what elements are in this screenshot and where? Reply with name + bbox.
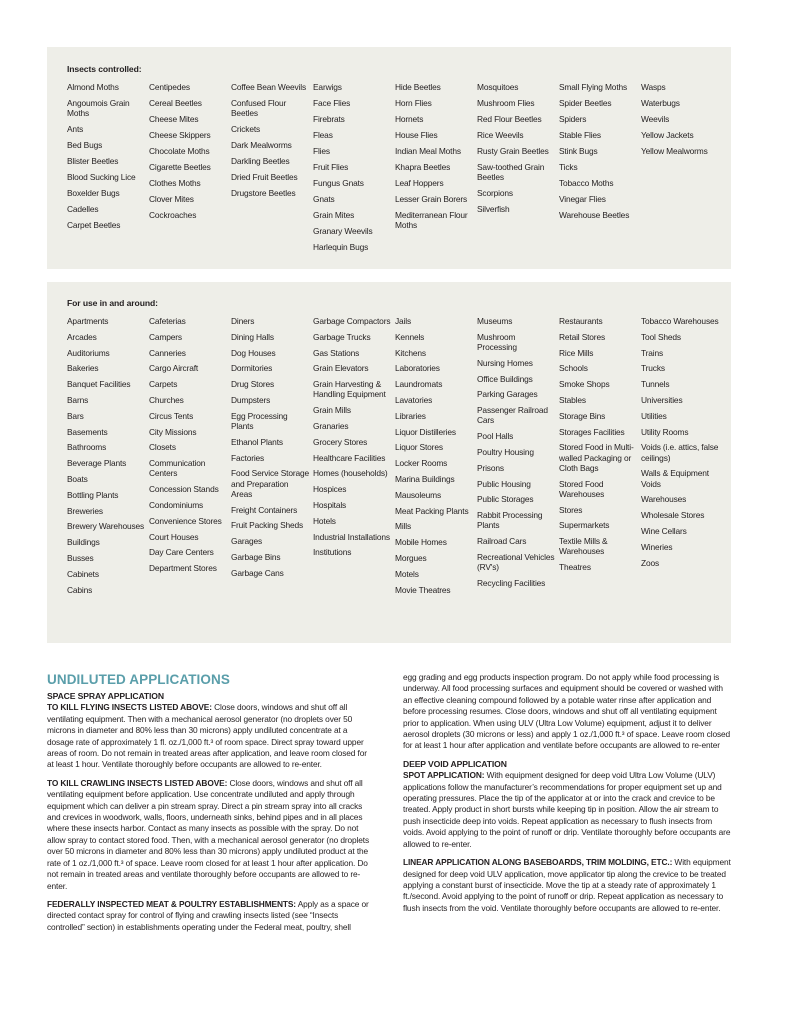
flying-insects-lead: TO KILL FLYING INSECTS LISTED ABOVE:: [47, 702, 212, 713]
insect-item: Clover Mites: [149, 194, 194, 204]
insect-item: Stink Bugs: [559, 146, 598, 156]
location-item: Bathrooms: [67, 442, 107, 453]
location-item: Cargo Aircraft: [149, 363, 199, 374]
location-item: Wholesale Stores: [641, 510, 705, 521]
insect-item: Grain Mites: [313, 210, 355, 220]
insect-item: Almond Moths: [67, 82, 119, 92]
location-item: Stores: [559, 504, 583, 515]
insect-item: Cigarette Beetles: [149, 162, 211, 172]
insect-item: Blood Sucking Lice: [67, 172, 136, 183]
undiluted-applications-heading: UNDILUTED APPLICATIONS: [47, 672, 230, 687]
location-item: Mushroom Processing: [477, 331, 517, 352]
location-item: Garbage Compactors: [313, 316, 391, 326]
location-item: Tunnels: [641, 379, 670, 390]
insect-item: Hide Beetles: [395, 82, 441, 92]
location-item: Textile Mills & Warehouses: [559, 536, 608, 557]
insect-item: Blister Beetles: [67, 156, 119, 167]
location-item: Dumpsters: [231, 394, 271, 405]
location-item: Industrial Installations: [313, 531, 390, 542]
location-item: Gas Stations: [313, 347, 360, 358]
location-item: Passenger Railroad Cars: [477, 405, 548, 426]
location-item: Prisons: [477, 462, 504, 473]
insect-item: Khapra Beetles: [395, 162, 451, 172]
insect-column: [477, 82, 559, 258]
insects-controlled-title: Insects controlled:: [67, 64, 142, 74]
location-item: Retail Stores: [559, 331, 605, 342]
location-item: Pool Halls: [477, 431, 514, 442]
insect-item: Wasps: [641, 82, 666, 92]
location-item: Utility Rooms: [641, 426, 689, 437]
for-use-columns: [67, 316, 723, 600]
insect-column: [641, 82, 723, 258]
insect-column: [313, 82, 395, 258]
location-item: Office Buildings: [477, 373, 533, 384]
location-item: Carpets: [149, 379, 178, 390]
location-item: Basements: [67, 426, 108, 437]
location-item: Dining Halls: [231, 331, 274, 342]
location-column: [641, 316, 723, 600]
insect-column: [395, 82, 477, 258]
location-item: Apartments: [67, 316, 109, 326]
location-item: Universities: [641, 394, 683, 405]
location-item: Libraries: [395, 410, 426, 421]
location-item: Grocery Stores: [313, 436, 368, 447]
insect-item: Saw-toothed Grain Beetles: [477, 162, 545, 183]
location-item: Canneries: [149, 347, 186, 358]
flying-insects-text: Close doors, windows and shut off all ventilating equipment. Then with a mechanical aerosol generator (no droplets over 50 microns in diameter and 80% less than 30 microns) apply undiluted concentrate at a dosage rate of approximately 1 fl. oz./1,000 ft.³ of room space. Direct spray toward upper areas of room. Do not remain in treated areas after application, and leave room closed for at least 1 hour. Ventilate thoroughly before occupants are allowed to re-enter.: [47, 702, 367, 770]
location-item: Arcades: [67, 331, 97, 342]
location-item: Condominiums: [149, 499, 204, 510]
location-item: Mills: [395, 521, 411, 532]
insect-item: Gnats: [313, 194, 335, 204]
location-item: Mobile Homes: [395, 537, 447, 548]
location-item: Grain Mills: [313, 405, 351, 416]
location-item: Storages Facilities: [559, 426, 625, 437]
location-item: Freight Containers: [231, 504, 298, 515]
insect-item: Face Flies: [313, 98, 351, 108]
insect-item: Horn Flies: [395, 98, 432, 108]
location-item: Bars: [67, 410, 84, 421]
insect-item: Red Flour Beetles: [477, 114, 542, 124]
insect-item: Hornets: [395, 114, 424, 124]
location-item: Concession Stands: [149, 484, 219, 495]
insect-item: Mushroom Flies: [477, 98, 535, 108]
location-item: Boats: [67, 473, 88, 484]
location-item: Parking Garages: [477, 389, 538, 400]
linear-application-paragraph: [403, 857, 731, 914]
location-item: Communication Centers: [149, 458, 206, 479]
location-item: Jails: [395, 316, 412, 326]
insect-item: Spiders: [559, 114, 587, 124]
location-item: Closets: [149, 442, 176, 453]
location-column: [477, 316, 559, 600]
location-item: Restaurants: [559, 316, 603, 326]
location-item: Motels: [395, 568, 419, 579]
location-item: Railroad Cars: [477, 536, 527, 547]
location-item: Zoos: [641, 557, 660, 568]
insect-item: Fleas: [313, 130, 333, 140]
location-item: Court Houses: [149, 531, 199, 542]
location-item: Granaries: [313, 420, 349, 431]
location-item: Recreational Vehicles (RV's): [477, 551, 555, 573]
flying-insects-paragraph: [47, 702, 375, 770]
location-item: Churches: [149, 394, 184, 405]
location-item: Voids (i.e. attics, false ceilings): [641, 442, 719, 463]
spot-application-lead: SPOT APPLICATION:: [403, 770, 485, 781]
insect-item: Cadelles: [67, 204, 99, 215]
location-item: Cabins: [67, 584, 93, 595]
location-item: Theatres: [559, 562, 591, 573]
insect-item: Mosquitoes: [477, 82, 519, 92]
location-item: Barns: [67, 394, 89, 405]
insect-item: Dried Fruit Beetles: [231, 172, 298, 183]
location-item: Breweries: [67, 505, 103, 516]
insect-item: Crickets: [231, 124, 261, 135]
location-item: Ethanol Plants: [231, 436, 283, 447]
location-item: Buildings: [67, 537, 100, 548]
location-item: Homes (households): [313, 468, 388, 479]
insect-item: Tobacco Moths: [559, 178, 614, 188]
location-item: Fruit Packing Sheds: [231, 520, 304, 531]
instructions-right-column: [403, 672, 731, 921]
location-item: Smoke Shops: [559, 379, 610, 390]
location-item: Tobacco Warehouses: [641, 316, 719, 326]
insect-item: Fruit Flies: [313, 162, 349, 172]
location-item: Department Stores: [149, 563, 217, 574]
location-column: [559, 316, 641, 600]
location-item: Stables: [559, 394, 586, 405]
location-item: Movie Theatres: [395, 584, 451, 595]
location-item: Schools: [559, 363, 588, 374]
insects-controlled-panel: [47, 47, 731, 269]
location-item: Recycling Facilities: [477, 577, 546, 588]
location-item: Warehouses: [641, 494, 687, 505]
location-column: [149, 316, 231, 600]
location-item: Laundromats: [395, 379, 443, 390]
insect-item: Cereal Beetles: [149, 98, 202, 108]
location-item: Brewery Warehouses: [67, 521, 145, 532]
location-item: Auditoriums: [67, 347, 110, 358]
insect-item: Mediterranean Flour Moths: [395, 210, 468, 231]
location-item: Food Service Storage and Preparation Areas: [231, 468, 310, 499]
location-column: [231, 316, 313, 600]
location-item: Hospitals: [313, 499, 347, 510]
meat-poultry-lead: FEDERALLY INSPECTED MEAT & POULTRY ESTABLISHMENTS:: [47, 898, 296, 909]
location-item: Supermarkets: [559, 520, 610, 531]
insect-item: Rice Weevils: [477, 130, 524, 140]
instructions-left-column: [47, 672, 375, 940]
location-item: Nursing Homes: [477, 357, 533, 368]
location-item: City Missions: [149, 426, 197, 437]
location-item: Wineries: [641, 541, 673, 552]
insects-columns: [67, 82, 723, 258]
location-item: Liquor Stores: [395, 442, 443, 453]
location-item: Morgues: [395, 552, 427, 563]
location-item: Factories: [231, 452, 265, 463]
insect-item: Confused Flour Beetles: [231, 98, 287, 119]
insect-item: Cheese Mites: [149, 114, 199, 124]
location-item: Grain Elevators: [313, 363, 369, 374]
insect-item: Darkling Beetles: [231, 156, 290, 167]
location-item: Cabinets: [67, 568, 99, 579]
location-item: Bakeries: [67, 363, 99, 374]
location-item: Day Care Centers: [149, 547, 214, 558]
location-item: Beverage Plants: [67, 458, 127, 469]
insect-item: Weevils: [641, 114, 670, 124]
location-item: Drug Stores: [231, 379, 275, 390]
for-use-title: For use in and around:: [67, 298, 158, 308]
location-item: Tool Sheds: [641, 331, 681, 342]
insect-item: Angoumois Grain Moths: [67, 98, 130, 119]
insect-item: House Flies: [395, 130, 438, 140]
location-item: Locker Rooms: [395, 458, 448, 469]
location-column: [313, 316, 395, 600]
insect-item: Yellow Mealworms: [641, 146, 708, 156]
meat-poultry-continued: egg grading and egg products inspection program. Do not apply while food processing is underway. All food processing surfaces and equipment should be covered or washed with an effective cleaning compound followed by a potable water rinse after application and before processing resumes. Close doors, windows and shut off all ventilating equipment prior to application. When using ULV (Ultra Low Volume) equipment, adjust it to deliver aerosol droplets (30 microns or less) and apply 1 oz./1,000 ft.³ of space. Leave room closed for at least 1 hour after application and ventilate before occupants are allowed to re-enter: [403, 672, 731, 751]
insect-item: Flies: [313, 146, 330, 156]
insect-item: Rusty Grain Beetles: [477, 146, 549, 156]
location-column: [67, 316, 149, 600]
location-item: Kennels: [395, 331, 425, 342]
insect-item: Clothes Moths: [149, 178, 201, 188]
spot-application-text: With equipment designed for deep void Ultra Low Volume (ULV) applications follow the manufacturer’s recommendations for proper equipment set up and operating pressures. Place the tip of the applicator at or into the crack and crevice to be treated. Apply product in short bursts while keeping tip in position. Allow the air stream to push insecticide deep into voids. Repeat application as necessary to flush insects from voids. Avoid applying to the point of runoff or drip. Ventilate thoroughly before occupants are allowed to re-enter.: [403, 770, 731, 849]
insect-item: Carpet Beetles: [67, 220, 121, 231]
insect-column: [231, 82, 313, 258]
insect-item: Ants: [67, 124, 84, 135]
crawling-insects-lead: TO KILL CRAWLING INSECTS LISTED ABOVE:: [47, 777, 228, 788]
location-item: Hospices: [313, 484, 347, 495]
location-item: Dog Houses: [231, 347, 276, 358]
insect-item: Stable Flies: [559, 130, 601, 140]
crawling-insects-text: Close doors, windows and shut off all ventilating equipment before application. Use concentrate undiluted and apply through equipment which can deliver a pin stream spray. Direct a pin stream spray into all cracks and crevices in woodwork, walls, floors, underneath sinks, behind pipes and in all places where these insects harbor. Contact as many insects as possible with the spray. Do not allow spray to contact stored food. Then, with a mechanical aerosol generator (no droplets over 50 microns in diameter and 80% less than 30 microns) apply undiluted product at the rate of 1 oz./1,000 ft.³ of space. Leave room closed for at least 1 hour after application. Do not remain in treated areas and ventilate thoroughly before occupants are allowed to re-enter.: [47, 777, 370, 891]
location-item: Kitchens: [395, 347, 426, 358]
insect-item: Small Flying Moths: [559, 82, 628, 92]
insect-item: Ticks: [559, 162, 578, 172]
insect-item: Warehouse Beetles: [559, 210, 630, 220]
insect-item: Chocolate Moths: [149, 146, 210, 156]
location-item: Lavatories: [395, 394, 433, 405]
location-item: Dormitories: [231, 363, 273, 374]
insect-item: Earwigs: [313, 82, 342, 92]
location-item: Garbage Cans: [231, 567, 284, 578]
location-item: Healthcare Facilities: [313, 452, 386, 463]
insect-item: Indian Meal Moths: [395, 146, 461, 156]
location-item: Public Housing: [477, 478, 531, 489]
insect-column: [149, 82, 231, 258]
location-item: Wine Cellars: [641, 525, 687, 536]
meat-poultry-text: Apply as a space or directed contact spray for control of flying and crawling insects listed (see “Insects controlled” section) in establishments operating under the Federal meat, poultry, shell: [47, 898, 369, 932]
insect-item: Lesser Grain Borers: [395, 194, 468, 204]
spot-application-paragraph: [403, 770, 731, 850]
insect-column: [67, 82, 149, 258]
insect-item: Leaf Hoppers: [395, 178, 444, 188]
location-column: [395, 316, 477, 600]
location-item: Mausoleums: [395, 489, 441, 500]
linear-application-lead: LINEAR APPLICATION ALONG BASEBOARDS, TRIM MOLDING, ETC.:: [403, 857, 673, 868]
location-item: Cafeterias: [149, 316, 186, 326]
location-item: Walls & Equipment Voids: [641, 468, 709, 489]
deep-void-subheading: DEEP VOID APPLICATION: [403, 758, 507, 769]
location-item: Museums: [477, 316, 513, 326]
location-item: Poultry Housing: [477, 446, 534, 457]
insect-item: Granary Weevils: [313, 226, 373, 236]
insect-item: Boxelder Bugs: [67, 188, 120, 199]
location-item: Campers: [149, 331, 182, 342]
insect-item: Silverfish: [477, 204, 510, 215]
location-item: Garbage Bins: [231, 551, 281, 562]
insect-item: Fungus Gnats: [313, 178, 364, 188]
location-item: Meat Packing Plants: [395, 505, 469, 516]
location-item: Rabbit Processing Plants: [477, 510, 543, 531]
location-item: Bottling Plants: [67, 489, 119, 500]
location-item: Convenience Stores: [149, 515, 222, 526]
location-item: Busses: [67, 552, 94, 563]
insect-item: Waterbugs: [641, 98, 680, 108]
location-item: Utilities: [641, 410, 667, 421]
location-item: Public Storages: [477, 494, 534, 505]
for-use-panel: [47, 282, 731, 643]
location-item: Grain Harvesting & Handling Equipment: [313, 379, 386, 400]
location-item: Trains: [641, 347, 664, 358]
location-item: Institutions: [313, 547, 352, 558]
insect-item: Firebrats: [313, 114, 345, 124]
insect-item: Yellow Jackets: [641, 130, 694, 140]
location-item: Circus Tents: [149, 410, 194, 421]
insect-item: Harlequin Bugs: [313, 242, 369, 252]
space-spray-subheading: SPACE SPRAY APPLICATION: [47, 691, 164, 701]
insect-item: Spider Beetles: [559, 98, 612, 108]
insect-item: Vinegar Flies: [559, 194, 606, 204]
location-item: Stored Food Warehouses: [559, 478, 605, 499]
crawling-insects-paragraph: [47, 778, 375, 892]
location-item: Stored Food in Multi-walled Packaging or Cloth Bags: [559, 442, 634, 473]
location-item: Egg Processing Plants: [231, 410, 288, 431]
location-item: Garages: [231, 536, 263, 547]
meat-poultry-paragraph: [47, 899, 375, 933]
location-item: Marina Buildings: [395, 473, 455, 484]
location-item: Diners: [231, 316, 255, 326]
insect-item: Bed Bugs: [67, 140, 103, 151]
location-item: Garbage Trucks: [313, 331, 371, 342]
insect-item: Cheese Skippers: [149, 130, 211, 140]
insect-item: Centipedes: [149, 82, 190, 92]
location-item: Liquor Distilleries: [395, 426, 456, 437]
insect-item: Cockroaches: [149, 210, 197, 220]
insect-item: Dark Mealworms: [231, 140, 292, 151]
linear-application-text: With equipment designed for deep void ULV application, move applicator tip along the crevice to be treated applying a constant burst of insecticide. Move the tip at a steady rate of approximately 1 ft./second. Avoid applying to the point of runoff or drip. Repeat application as necessary to flush insects from the void. Ventilate thoroughly before occupants are allowed to re-enter.: [403, 857, 731, 913]
location-item: Trucks: [641, 363, 665, 374]
insect-item: Scorpions: [477, 188, 513, 199]
location-item: Hotels: [313, 515, 336, 526]
insect-item: Coffee Bean Weevils: [231, 82, 307, 92]
location-item: Banquet Facilities: [67, 379, 131, 390]
location-item: Laboratories: [395, 363, 440, 374]
insect-item: Drugstore Beetles: [231, 188, 296, 199]
location-item: Storage Bins: [559, 410, 606, 421]
insect-column: [559, 82, 641, 258]
location-item: Rice Mills: [559, 347, 594, 358]
